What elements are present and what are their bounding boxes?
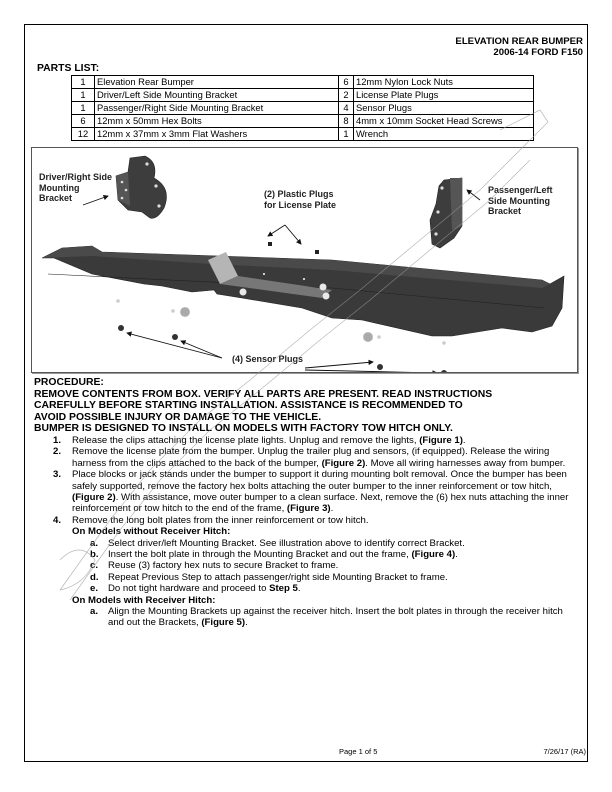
step-2: 2. Remove the license plate from the bumper. Unplug the trailer plug and sensors, (if equipped). Release the wiring harness from the clips attached to the back of the bumper, (Figure 2). Move all wiring harnesses away from bumper. bbox=[53, 446, 566, 469]
arrow-icon bbox=[181, 341, 222, 358]
part-qty: 12 bbox=[72, 128, 95, 141]
substep: a. Align the Mounting Brackets up against the receiver hitch. Insert the bolt plates in through the receiver hitch and out the Brackets, (Figure 5). bbox=[90, 606, 563, 629]
part-description: License Plate Plugs bbox=[354, 89, 534, 102]
part-qty: 1 bbox=[339, 128, 354, 141]
license-plug-image bbox=[268, 242, 272, 246]
procedure-section bbox=[34, 377, 584, 629]
figure-reference: (Figure 5) bbox=[201, 617, 246, 629]
substep: d. Repeat Previous Step to attach passenger/right side Mounting Bracket to frame. bbox=[90, 571, 448, 583]
part-qty: 1 bbox=[72, 76, 95, 89]
step-3: 3. Place blocks or jack stands under the bumper to support it during mounting bolt removal. Once the bumper has been safely supported, remove the factory hex bolts attaching the outer bumper to the inner reinforcement or tow hitch, (Figure 2). With assistance, move outer bumper to a clean surface. Next, remove the (6) hex nuts attaching the inner reinforcement or tow hitch to the end of the frame, (Figure 3). bbox=[53, 469, 569, 515]
step-1: 1. Release the clips attaching the license plate lights. Unplug and remove the lights, (Figure 1). bbox=[53, 434, 466, 446]
part-description: Sensor Plugs bbox=[354, 102, 534, 115]
part-qty: 2 bbox=[339, 89, 354, 102]
document-subtitle: 2006-14 FORD F150 bbox=[493, 47, 583, 58]
arrow-icon bbox=[467, 190, 480, 200]
substep: a. Select driver/left Mounting Bracket. See illustration above to identify correct Bracket. bbox=[90, 537, 465, 549]
step-reference: Step 5 bbox=[269, 583, 298, 595]
part-description: Passenger/Right Side Mounting Bracket bbox=[95, 102, 339, 115]
part-qty: 4 bbox=[339, 102, 354, 115]
warning-line: REMOVE CONTENTS FROM BOX. VERIFY ALL PARTS ARE PRESENT. READ INSTRUCTIONS bbox=[34, 388, 493, 400]
table-row bbox=[72, 89, 534, 102]
arrow-icon bbox=[305, 370, 437, 373]
procedure-title: PROCEDURE: bbox=[34, 377, 104, 388]
table-row bbox=[72, 76, 534, 89]
table-row bbox=[72, 115, 534, 128]
figure-reference: (Figure 2) bbox=[321, 457, 366, 469]
revision-date: 7/26/17 (RA) bbox=[543, 747, 586, 756]
figure-reference: (Figure 1) bbox=[419, 434, 463, 446]
part-qty: 1 bbox=[72, 102, 95, 115]
passenger-bracket-image bbox=[430, 178, 462, 248]
substep: c. Reuse (3) factory hex nuts to secure Bracket to frame. bbox=[90, 560, 339, 572]
arrow-icon bbox=[285, 225, 301, 244]
sensor-plug-image bbox=[172, 334, 178, 340]
step-number: 2. bbox=[53, 446, 62, 458]
bumper-illustration bbox=[32, 148, 578, 373]
sensor-plugs-label: (4) Sensor Plugs bbox=[232, 354, 304, 364]
sensor-plug-image bbox=[118, 325, 124, 331]
substep: b. Insert the bolt plate in through the Mounting Bracket and out the frame, (Figure 4). bbox=[90, 549, 458, 561]
part-description: 12mm Nylon Lock Nuts bbox=[354, 76, 534, 89]
parts-list-title: PARTS LIST: bbox=[37, 63, 100, 74]
part-qty: 1 bbox=[72, 89, 95, 102]
figure-reference: (Figure 4) bbox=[411, 549, 456, 561]
arrow-icon bbox=[268, 225, 285, 236]
step-4: 4. Remove the long bolt plates from the inner reinforcement or tow hitch. bbox=[53, 514, 369, 526]
part-description: 12mm x 50mm Hex Bolts bbox=[95, 115, 339, 128]
plastic-plugs-label: (2) Plastic Plugs for License Plate bbox=[264, 189, 337, 210]
with-hitch-heading: On Models with Receiver Hitch: bbox=[72, 594, 216, 606]
passenger-bracket-label: Passenger/Left Side Mounting Bracket bbox=[488, 185, 553, 216]
step-number: 4. bbox=[53, 514, 62, 526]
document-title: ELEVATION REAR BUMPER bbox=[455, 36, 583, 47]
table-row bbox=[72, 128, 534, 141]
parts-list-table bbox=[71, 75, 534, 141]
parts-illustration bbox=[31, 147, 578, 373]
warning-line: AVOID POSSIBLE INJURY OR DAMAGE TO THE VEHICLE. bbox=[34, 411, 322, 423]
driver-bracket-label: Driver/Right Side Mounting Bracket bbox=[39, 172, 113, 203]
substep: e. Do not tight hardware and proceed to Step 5. bbox=[90, 583, 301, 595]
arrow-icon bbox=[305, 362, 373, 368]
figure-reference: (Figure 3) bbox=[286, 503, 331, 515]
sensor-plug-image bbox=[441, 370, 447, 373]
part-description: Elevation Rear Bumper bbox=[95, 76, 339, 89]
step-number: 3. bbox=[53, 469, 62, 481]
driver-bracket-image bbox=[116, 156, 166, 218]
table-row bbox=[72, 102, 534, 115]
sensor-plug-image bbox=[377, 364, 383, 370]
part-description: Driver/Left Side Mounting Bracket bbox=[95, 89, 339, 102]
step-number: 1. bbox=[53, 434, 62, 446]
part-qty: 6 bbox=[339, 76, 354, 89]
license-plug-image bbox=[315, 250, 319, 254]
page-number: Page 1 of 5 bbox=[339, 747, 378, 756]
without-hitch-heading: On Models without Receiver Hitch: bbox=[72, 526, 231, 538]
figure-reference: (Figure 2) bbox=[72, 492, 116, 503]
part-description: 12mm x 37mm x 3mm Flat Washers bbox=[95, 128, 339, 141]
part-description: Wrench bbox=[354, 128, 534, 141]
part-qty: 6 bbox=[72, 115, 95, 128]
warning-line: CAREFULLY BEFORE STARTING INSTALLATION. ASSISTANCE IS RECOMMENDED TO bbox=[34, 400, 463, 412]
document-header bbox=[455, 36, 583, 58]
warning-line: BUMPER IS DESIGNED TO INSTALL ON MODELS WITH FACTORY TOW HITCH ONLY. bbox=[34, 423, 453, 435]
part-qty: 8 bbox=[339, 115, 354, 128]
part-description: 4mm x 10mm Socket Head Screws bbox=[354, 115, 534, 128]
